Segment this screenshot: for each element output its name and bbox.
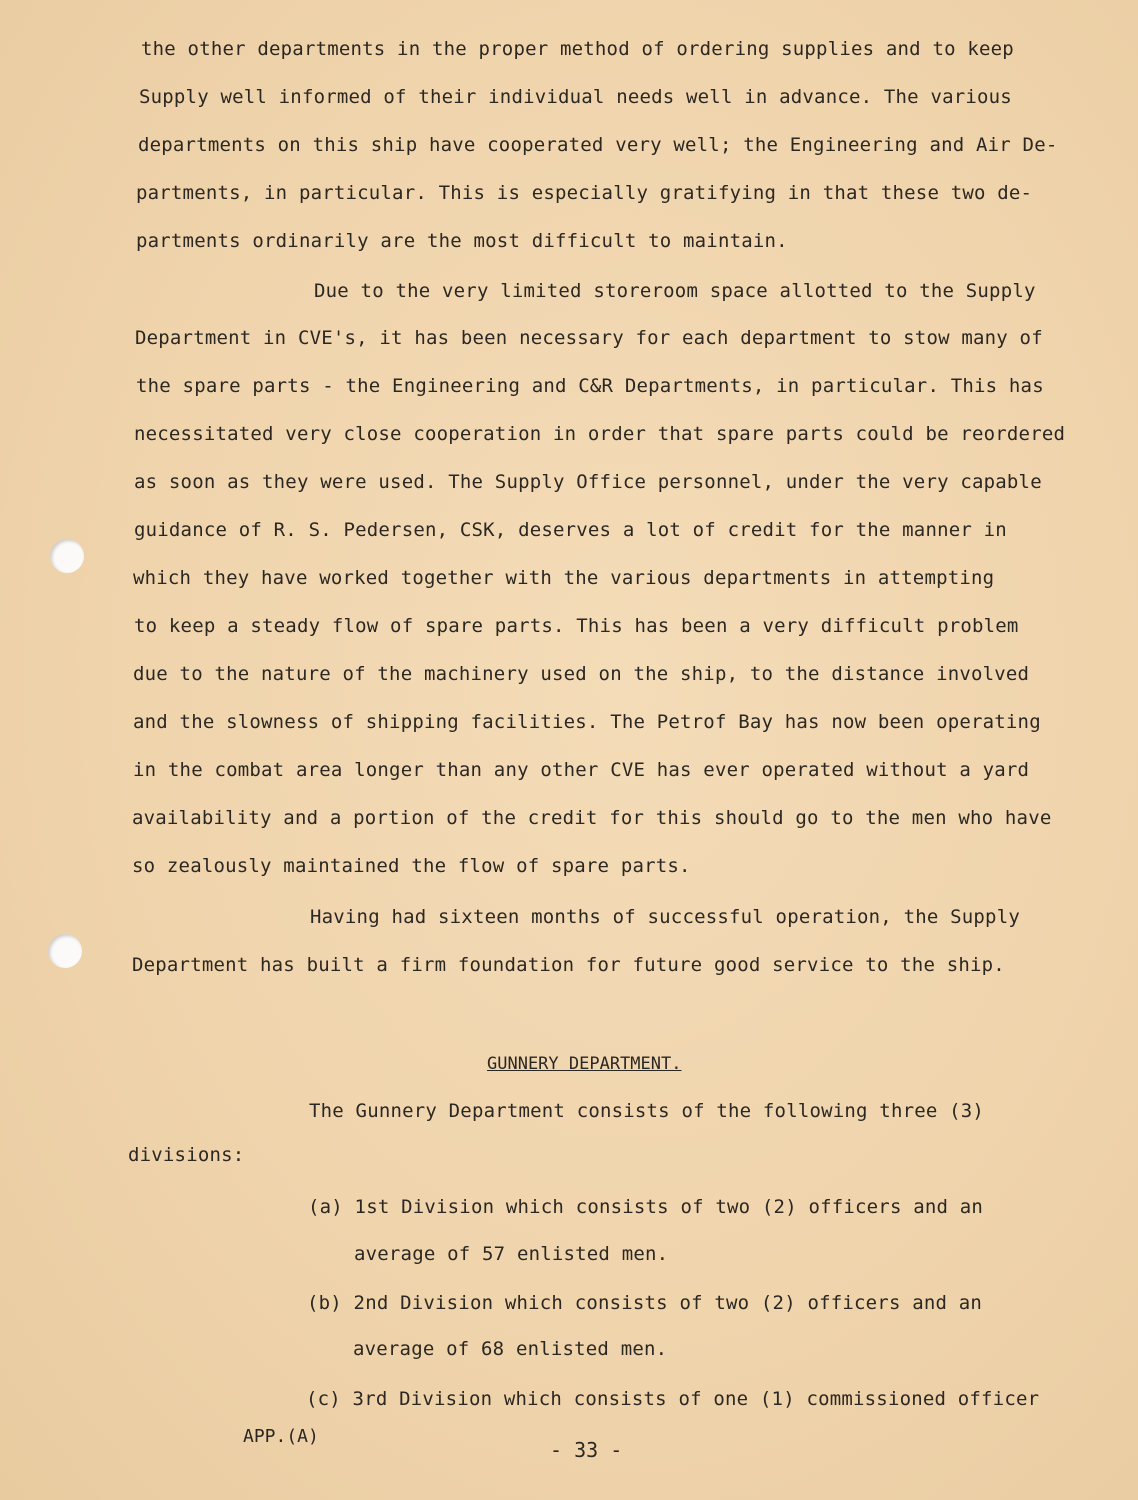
body-line: so zealously maintained the flow of spare parts.	[132, 855, 691, 877]
body-line: as soon as they were used. The Supply Office personnel, under the very capable	[134, 471, 1042, 493]
division-item-a-cont: average of 57 enlisted men.	[354, 1243, 669, 1265]
division-item-c: (c) 3rd Division which consists of one (1) commissioned officer	[306, 1388, 1040, 1410]
body-line: and the slowness of shipping facilities. The Petrof Bay has now been operating	[133, 711, 1041, 733]
body-line: the other departments in the proper method of ordering supplies and to keep	[141, 38, 1014, 60]
punch-hole-bottom	[48, 934, 82, 968]
punch-hole-top	[50, 539, 84, 573]
section-heading: GUNNERY DEPARTMENT.	[487, 1054, 682, 1074]
body-line: Department has built a firm foundation for future good service to the ship.	[132, 954, 1005, 976]
body-line: divisions:	[128, 1144, 245, 1166]
body-line: which they have worked together with the various departments in attempting	[133, 567, 995, 589]
body-line: partments, in particular. This is especially gratifying in that these two de-	[136, 182, 1033, 204]
body-line: Department in CVE's, it has been necessary for each department to stow many of	[135, 327, 1043, 349]
body-line: necessitated very close cooperation in order that spare parts could be reordered	[134, 423, 1066, 445]
body-line: Supply well informed of their individual needs well in advance. The various	[139, 86, 1012, 108]
body-line: The Gunnery Department consists of the following three (3)	[309, 1100, 985, 1122]
body-line: guidance of R. S. Pedersen, CSK, deserves a lot of credit for the manner in	[134, 519, 1007, 541]
body-line: the spare parts - the Engineering and C&R Departments, in particular. This has	[136, 375, 1044, 397]
division-item-b: (b) 2nd Division which consists of two (2) officers and an	[307, 1292, 983, 1314]
body-line: in the combat area longer than any other CVE has ever operated without a yard	[133, 759, 1030, 781]
body-line: due to the nature of the machinery used on the ship, to the distance involved	[133, 663, 1030, 685]
body-line: to keep a steady flow of spare parts. This has been a very difficult problem	[134, 615, 1019, 637]
body-line: departments on this ship have cooperated very well; the Engineering and Air De-	[138, 134, 1058, 156]
division-item-b-cont: average of 68 enlisted men.	[353, 1338, 668, 1360]
page-number: - 33 -	[550, 1438, 623, 1462]
division-item-a: (a) 1st Division which consists of two (2) officers and an	[308, 1196, 984, 1218]
appendix-label: APP.(A)	[243, 1426, 319, 1447]
body-line: Having had sixteen months of successful operation, the Supply	[310, 906, 1020, 928]
body-line: availability and a portion of the credit for this should go to the men who have	[132, 807, 1052, 829]
body-line: Due to the very limited storeroom space allotted to the Supply	[314, 280, 1036, 302]
body-line: partments ordinarily are the most difficult to maintain.	[136, 230, 788, 252]
